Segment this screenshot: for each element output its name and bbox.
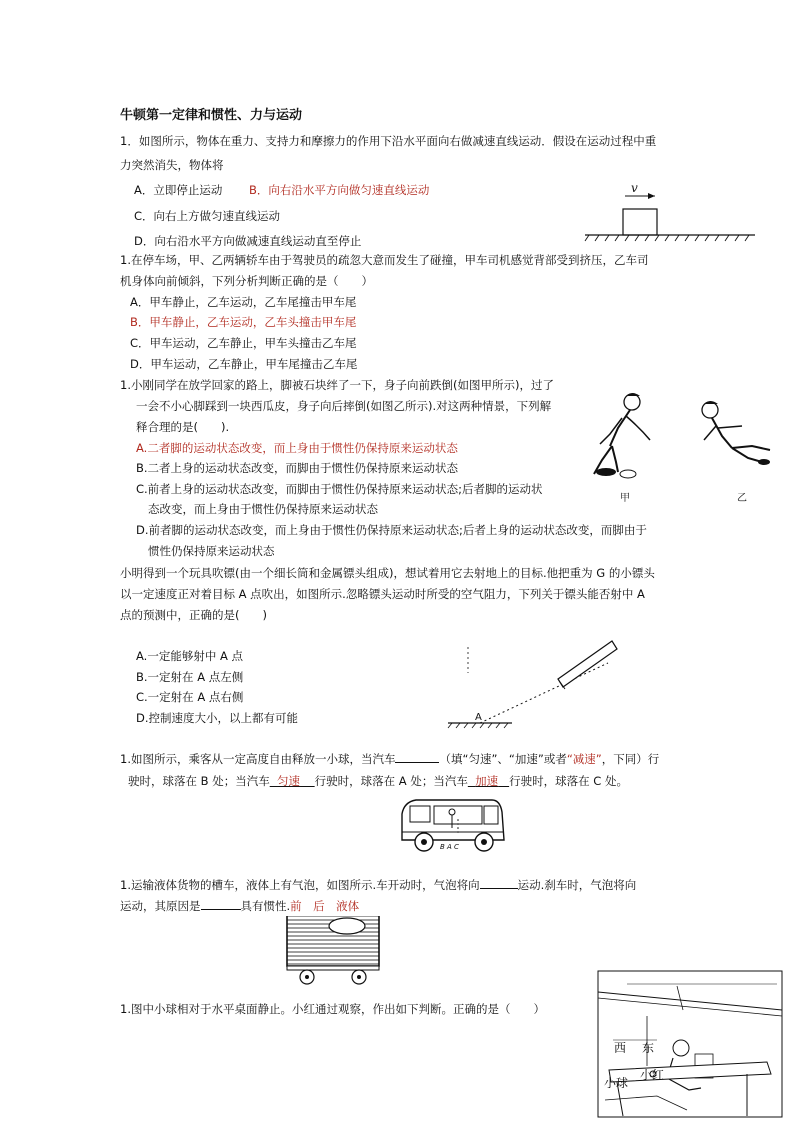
q6-answer: 前 后 液体 (290, 899, 360, 913)
q5-text-2a: 驶时，球落在 B 处；当汽车 (128, 774, 270, 788)
q3-figure-jia (588, 388, 668, 483)
q3-option-b: B.二者上身的运动状态改变，而脚由于惯性仍保持原来运动状态 (136, 461, 459, 475)
q7-label-xiaohong: 小红 (640, 1068, 665, 1082)
q6-stem-line2 (120, 897, 359, 914)
q1-option-a: A．立即停止运动 (134, 183, 223, 197)
q5-answer-2: 加速 (475, 774, 499, 788)
q5-blank-1 (395, 750, 439, 763)
q6-blank-2 (201, 897, 241, 910)
q4-option-b: B.一定射在 A 点左侧 (136, 670, 244, 684)
q5-answer-1: 匀速 (277, 774, 301, 788)
q3-option-d-line2: 惯性仍保持原来运动状态 (148, 544, 275, 558)
q1-stem-line1: 1．如图所示，物体在重力、支持力和摩擦力的作用下沿水平面向右做减速直线运动．假设在运动过程中重 (120, 134, 657, 148)
q4-stem-line2: 以一定速度正对着目标 A 点吹出，如图所示.忽略镖头运动时所受的空气阻力，下列关于镖头能否射中 A (120, 587, 645, 601)
q2-option-c: C．甲车运动，乙车静止，甲车头撞击乙车尾 (130, 336, 357, 350)
q6-text-1a: 1.运输液体货物的槽车，液体上有气泡，如图所示.车开动时，气泡将向 (120, 878, 480, 892)
q3-figure-yi-label: 乙 (737, 493, 747, 504)
q5-text-1c: “减速” (566, 752, 602, 766)
q1-stem-line2: 力突然消失，物体将 (120, 158, 224, 172)
q4-option-c: C.一定射在 A 点右侧 (136, 690, 244, 704)
q5-text-2b: 行驶时，球落在 A 处；当汽车 (314, 774, 468, 788)
q2-option-a: A．甲车静止，乙车运动，乙车尾撞击甲车尾 (130, 295, 357, 309)
q3-figure-yi (692, 396, 777, 476)
q7-label-west: 西 (614, 1041, 627, 1055)
q3-stem-line2: 一会不小心脚踩到一块西瓜皮，身子向后摔倒(如图乙所示).对这两种情景，下列解 (136, 399, 552, 413)
q3-figure-jia-label: 甲 (620, 493, 630, 504)
q6-blank-1 (480, 876, 518, 889)
q5-text-1a: 1.如图所示，乘客从一定高度自由释放一小球，当汽车 (120, 752, 396, 766)
q5-answer-2-wrap (468, 774, 509, 788)
q3-stem-line3: 释合理的是( ). (136, 420, 230, 434)
q7-label-ball: 小球 (604, 1076, 629, 1090)
q4-figure (440, 635, 640, 730)
q2-option-b: B．甲车静止，乙车运动，乙车头撞击甲车尾 (130, 315, 357, 329)
q1-figure (585, 180, 765, 242)
q5-stem-line1 (120, 750, 659, 767)
q5-van-label: B A C (440, 843, 459, 851)
q1-option-b: B．向右沿水平方向做匀速直线运动 (249, 183, 430, 197)
q3-stem-line1: 1.小刚同学在放学回家的路上，脚被石块绊了一下，身子向前跌倒(如图甲所示)，过了 (120, 378, 554, 392)
q4-option-a: A.一定能够射中 A 点 (136, 649, 243, 663)
q2-stem-line2: 机身体向前倾斜，下列分析判断正确的是（ ） (120, 274, 373, 288)
q1-option-d: D．向右沿水平方向做减速直线运动直至停止 (134, 234, 362, 248)
q5-text-1d: ，下同）行 (601, 752, 660, 766)
q1-option-c: C．向右上方做匀速直线运动 (134, 209, 281, 223)
q7-stem-line1: 1.图中小球相对于水平桌面静止。小红通过观察，作出如下判断。正确的是（ ） (120, 1002, 545, 1016)
q3-option-c-line2: 态改变，而上身由于惯性仍保持原来运动状态 (148, 502, 378, 516)
q1-velocity-label: v (631, 181, 638, 195)
q6-text-2a: 运动，其原因是 (120, 899, 201, 913)
q5-text-1b: （填“匀速”、“加速”或者 (439, 752, 567, 766)
q5-text-2c: 行驶时，球落在 C 处。 (509, 774, 628, 788)
q6-tank-figure (283, 914, 383, 986)
q4-option-d: D.控制速度大小，以上都有可能 (136, 711, 299, 725)
page-title: 牛顿第一定律和惯性、力与运动 (120, 108, 303, 123)
q2-stem-line1: 1.在停车场，甲、乙两辆轿车由于驾驶员的疏忽大意而发生了碰撞，甲车司机感觉背部受到挤压，乙车司 (120, 253, 649, 267)
q6-text-2b: 具有惯性. (240, 899, 291, 913)
q3-option-d-line1: D.前者脚的运动状态改变，而上身由于惯性仍保持原来运动状态;后者上身的运动状态改变，而脚由于 (136, 523, 647, 537)
q2-option-d: D．甲车运动，乙车静止，甲车尾撞击乙车尾 (130, 357, 358, 371)
q6-text-1b: 运动.刹车时，气泡将向 (517, 878, 637, 892)
q5-answer-1-wrap (270, 774, 315, 788)
q3-option-c-line1: C.前者上身的运动状态改变，而脚由于惯性仍保持原来运动状态;后者脚的运动状 (136, 482, 543, 496)
q7-label-east: 东 (642, 1041, 655, 1055)
q6-stem-line1 (120, 876, 636, 893)
q4-point-a-label: A (475, 712, 482, 723)
q4-stem-line3: 点的预测中，正确的是( ) (120, 608, 267, 622)
q4-stem-line1: 小明得到一个玩具吹镖(由一个细长筒和金属镖头组成)，想试着用它去射地上的目标.他把重为 G 的小镖头 (120, 566, 655, 580)
q3-option-a: A.二者脚的运动状态改变，而上身由于惯性仍保持原来运动状态 (136, 441, 458, 455)
q5-stem-line2 (128, 773, 628, 789)
